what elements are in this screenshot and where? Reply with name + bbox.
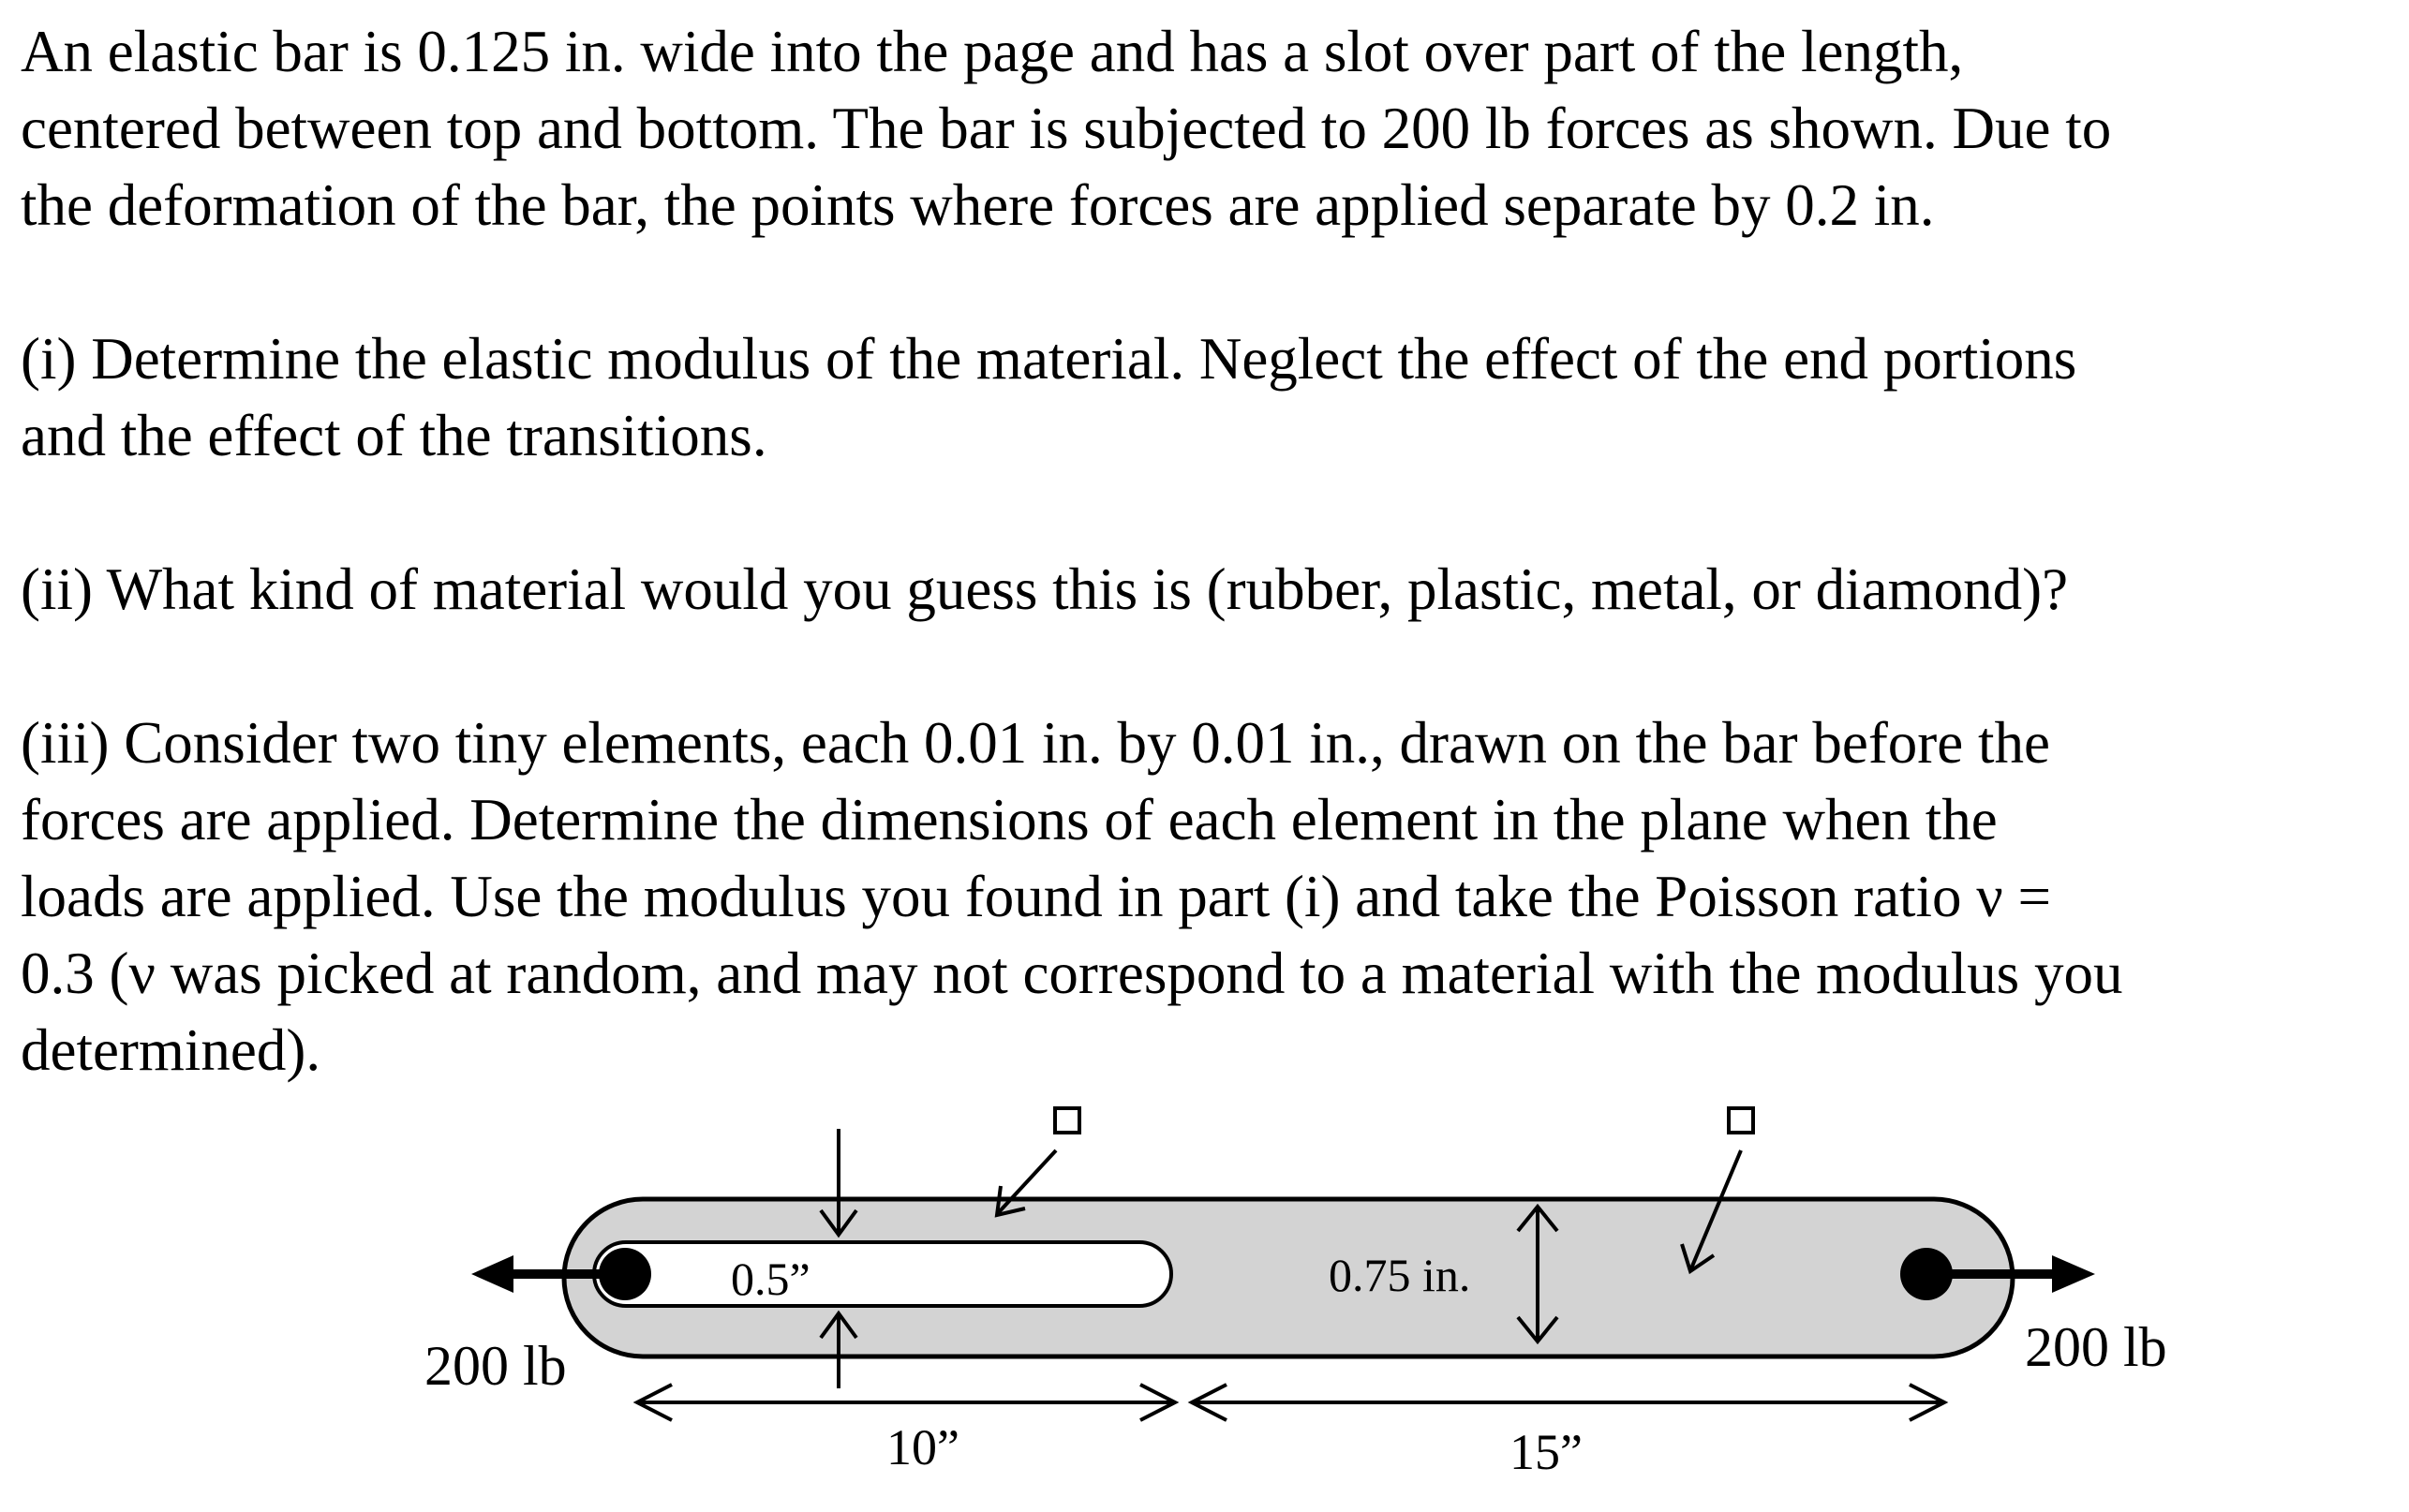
slot-length-label: 10” — [886, 1419, 959, 1475]
element-square-solid — [1729, 1108, 1753, 1133]
element-square-slotted — [1055, 1108, 1079, 1133]
bar-height-label: 0.75 in. — [1329, 1249, 1471, 1301]
right-force-label: 200 lb — [2025, 1316, 2167, 1378]
slot-length-dimension — [637, 1385, 1175, 1420]
slot — [594, 1242, 1171, 1306]
part-i-question: (i) Determine the elastic modulus of the material. Neglect the effect of the end portions and the effect of the transitions. — [21, 326, 2077, 468]
slot-height-label: 0.5” — [731, 1253, 810, 1305]
problem-intro: An elastic bar is 0.125 in. wide into the page and has a slot over part of the length, centered between top and bottom. The bar is subjected to 200 lb forces as shown. Due to the deformation of the bar, the points where forces are applied separate by 0.2 in. — [21, 19, 2112, 238]
part-iii-question: (iii) Consider two tiny elements, each 0.01 in. by 0.01 in., drawn on the bar before the forces are applied. Determine the dimensions of each element in the plane when the loads are applied. Use the modulus you found in part (i) and take the Poisson ratio ν = 0.3 (ν was picked at random, and may not correspond to a material with the modulus you determined). — [21, 710, 2123, 1083]
solid-length-label: 15” — [1509, 1424, 1583, 1480]
part-ii-question: (ii) What kind of material would you guess this is (rubber, plastic, metal, or diamond)? — [21, 556, 2069, 622]
left-force-label: 200 lb — [424, 1335, 567, 1397]
solid-length-dimension — [1192, 1385, 1944, 1420]
